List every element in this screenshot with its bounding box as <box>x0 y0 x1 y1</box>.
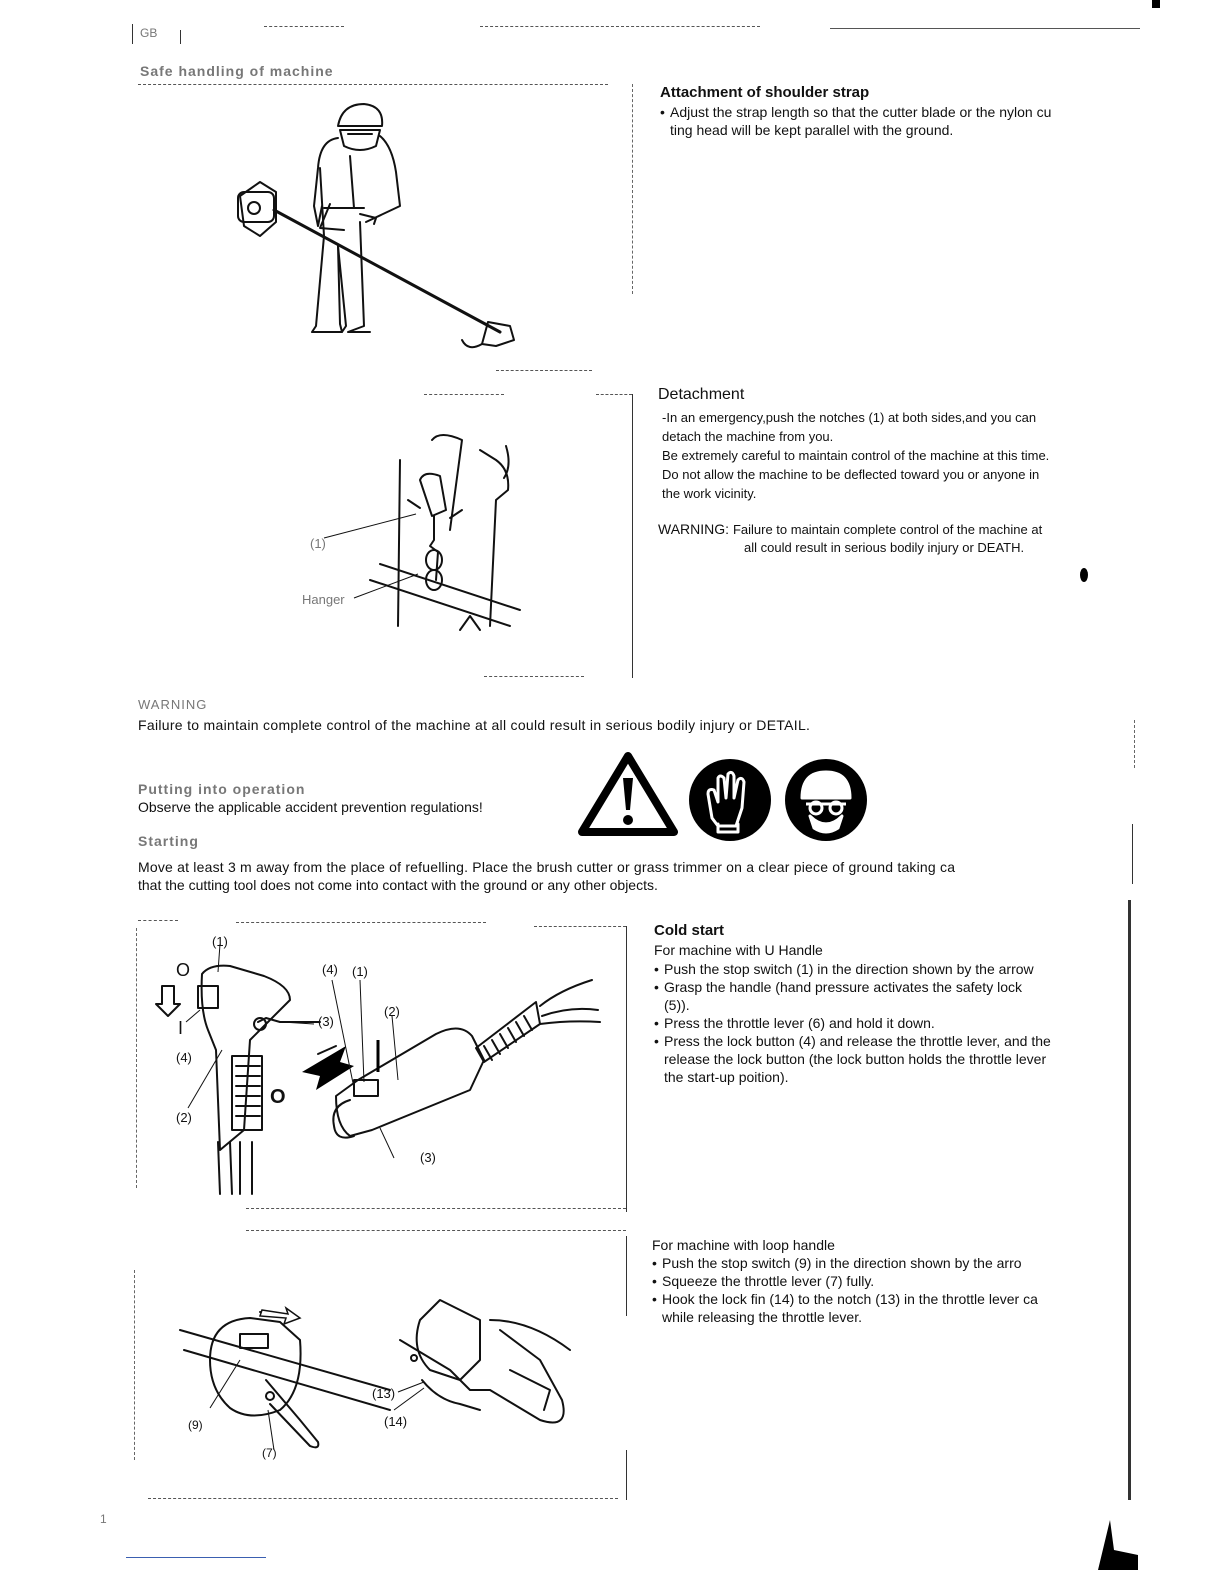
starting-heading: Starting <box>138 833 199 849</box>
list-item: • Push the stop switch (9) in the direction shown by the arro <box>652 1254 1038 1272</box>
fig-label: O <box>270 1086 286 1108</box>
page-tab-label: GB <box>140 26 158 40</box>
loop-handle-illustration <box>170 1300 590 1470</box>
section-rule <box>138 84 608 85</box>
loop-handle-subheading: For machine with loop handle <box>652 1237 835 1253</box>
fig-label: (14) <box>384 1414 408 1429</box>
starting-line2: that the cutting tool does not come into contact with the ground or any other objects. <box>138 877 658 893</box>
figure-border <box>626 926 627 1212</box>
figure-rule <box>246 1230 626 1231</box>
list-item: • Press the lock button (4) and release the throttle lever, and the <box>654 1032 1051 1050</box>
figure-rule <box>138 920 178 921</box>
column-divider <box>632 84 633 294</box>
list-item: • Hook the lock fin (14) to the notch (13) in the throttle lever ca <box>652 1290 1038 1308</box>
figure-border <box>134 1270 135 1460</box>
helmet-mask-icon <box>784 758 868 842</box>
figure-border <box>626 1236 627 1316</box>
list-item: • Press the throttle lever (6) and hold it down. <box>654 1014 1051 1032</box>
figure-rule <box>148 1498 618 1499</box>
fig-label: (4) <box>176 1050 192 1065</box>
text-line: the work vicinity. <box>662 486 757 501</box>
fig-label: (2) <box>176 1110 192 1125</box>
operation-text: Observe the applicable accident prevention regulations! <box>138 799 483 815</box>
figure-rule <box>484 676 584 677</box>
warning-line1: Failure to maintain complete control of the machine at <box>732 522 1043 537</box>
ink-mark <box>1080 568 1088 582</box>
figure-border <box>626 1450 627 1500</box>
cold-start-subheading: For machine with U Handle <box>654 942 823 958</box>
text-line: detach the machine from you. <box>662 429 834 444</box>
header-rule <box>264 26 344 27</box>
fig-label: (3) <box>318 1014 334 1029</box>
section-title: Safe handling of machine <box>140 63 334 79</box>
header-rule <box>830 28 1140 29</box>
page-number: 1 <box>100 1512 107 1526</box>
margin-mark <box>1132 824 1133 884</box>
margin-mark <box>1134 720 1135 768</box>
list-item-cont: (5)). <box>664 997 690 1013</box>
detachment-text <box>662 408 1049 503</box>
list-item: • Squeeze the throttle lever (7) fully. <box>652 1272 1038 1290</box>
header-rule <box>480 26 760 27</box>
figure-rule <box>534 926 626 927</box>
text-line: Do not allow the machine to be deflected toward you or anyone in <box>662 467 1040 482</box>
warning-text: Failure to maintain complete control of the machine at all could result in serious bodily injury or DETAIL. <box>138 717 811 733</box>
text-line: -In an emergency,push the notches (1) at both sides,and you can <box>662 410 1037 425</box>
figure-rule <box>596 394 632 395</box>
fig-label: I <box>178 1018 184 1038</box>
figure-rule <box>424 394 504 395</box>
fig-label: (4) <box>322 962 338 977</box>
u-handle-illustration <box>140 930 620 1200</box>
fig-label: (7) <box>262 1446 277 1460</box>
footer-rule <box>126 1557 266 1558</box>
figure-rule <box>236 922 486 923</box>
detachment-heading: Detachment <box>658 386 745 403</box>
binding-edge <box>1128 900 1131 1500</box>
fig-label: (13) <box>372 1386 396 1401</box>
operator-illustration <box>220 96 540 376</box>
list-item: • Push the stop switch (1) in the direction shown by the arrow <box>654 960 1051 978</box>
gloves-icon <box>688 758 772 842</box>
warning-triangle-icon <box>578 752 678 836</box>
scan-artifact <box>1098 1520 1138 1570</box>
corner-mark <box>1152 0 1160 8</box>
hanger-fig-label: Hanger <box>302 592 345 607</box>
list-item: • Adjust the strap length so that the cutter blade or the nylon cu <box>660 103 1051 121</box>
loop-handle-list <box>652 1254 1038 1326</box>
warning-label: WARNING: <box>658 521 730 537</box>
fig-label: (1) <box>212 934 228 949</box>
cold-start-heading: Cold start <box>654 922 725 939</box>
list-item-cont: ting head will be kept parallel with the ground. <box>670 122 954 138</box>
warning-title: WARNING <box>138 697 208 712</box>
shoulder-strap-heading: Attachment of shoulder strap <box>660 84 870 101</box>
warning-line2: all could result in serious bodily injury or DEATH. <box>744 540 1025 555</box>
list-item-cont: the start-up poition). <box>664 1069 789 1085</box>
fig-label: (2) <box>384 1004 400 1019</box>
column-divider <box>632 394 633 678</box>
hanger-fig-label-1: (1) <box>310 536 326 551</box>
list-item: • Grasp the handle (hand pressure activates the safety lock <box>654 978 1051 996</box>
cold-start-list <box>654 960 1051 1086</box>
fig-label: (9) <box>188 1418 203 1432</box>
detachment-warning <box>658 520 1042 557</box>
starting-line1: Move at least 3 m away from the place of refuelling. Place the brush cutter or grass trimmer on a clear piece of ground taking ca <box>138 859 956 875</box>
text-line: Be extremely careful to maintain control of the machine at this time. <box>662 448 1050 463</box>
figure-rule <box>246 1208 626 1209</box>
fig-label: (1) <box>352 964 368 979</box>
list-item-cont: while releasing the throttle lever. <box>662 1309 862 1325</box>
figure-border <box>136 928 137 1188</box>
operation-heading: Putting into operation <box>138 781 306 797</box>
figure-rule <box>496 370 592 371</box>
fig-label: (3) <box>420 1150 436 1165</box>
shoulder-strap-text <box>660 103 1051 139</box>
page-tab <box>132 20 198 46</box>
fig-label: O <box>176 960 191 980</box>
list-item-cont: release the lock button (the lock button holds the throttle lever <box>664 1051 1047 1067</box>
